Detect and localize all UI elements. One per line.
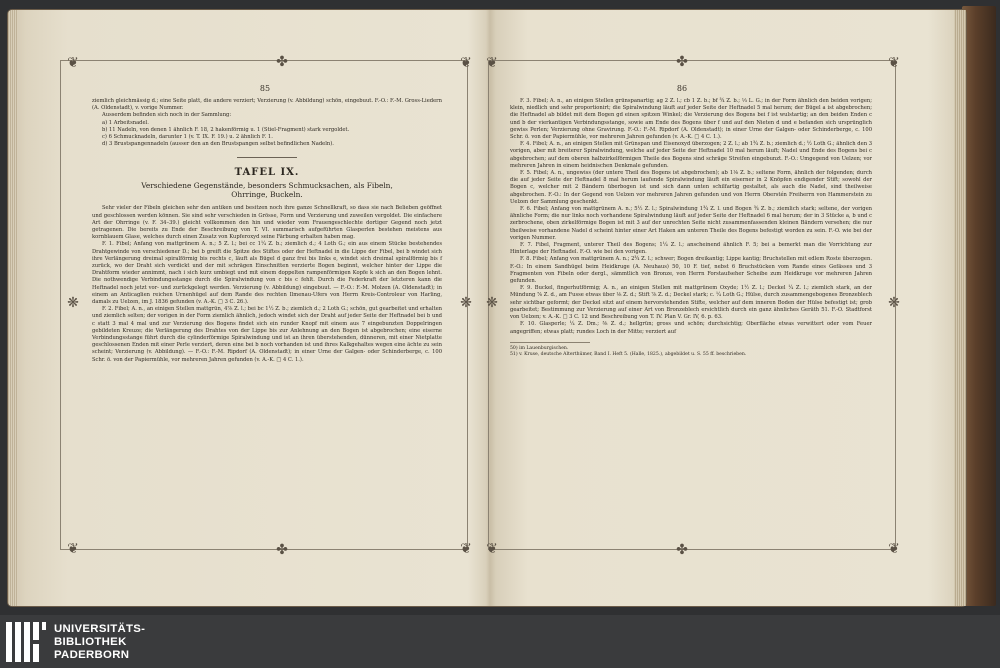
tafel-subtitle-line: Verschiedene Gegenstände, besonders Schmucksachen, als Fibeln,: [141, 181, 393, 191]
fleuron-icon: ❦: [486, 55, 498, 71]
tafel-subtitle-line: Ohrringe, Buckeln.: [231, 190, 303, 200]
left-page-text: [92, 98, 442, 364]
body-paragraph: F. 7. Fibel, Fragment, unterer Theil des Bogens; 1¼ Z. l.; anscheinend ähnlich F. 5; bei a bemerkt man die Vorrichtung zur Hinterlage der Heftnadel. F.-O. wie bei den vorigen.: [510, 242, 872, 256]
body-paragraph: F. 9. Buckel, fingerhutförmig; A. n., an einigen Stellen mit mattgrünem Oxyde; 1½ Z. l.; Deckel ¼ Z. l.; ziemlich stark, an der Mündung ⅞ Z. d., am Fusse etwas über ⅛ Z. d.; Stift ⅞ Z. d.; Deckel stark; c. ¼ Loth G.; Hülse, durch zusammengebogenes Bronzeblech sehr sichtbar geformt; der Deckel sitzt auf einem hervorstehenden Stifte, welcher auf dem inneren Boden der Hülse befestigt ist; grob gearbeitet; Bestimmung zur Verzierung auf einer Art von Bronzeblech ersichtlich durch ein ganz ähnliches Geräth 51. F.-O. Stadtforst von Uelzen; v. A.-K. □ 3 C. 12 und Beschreibung von T. IV. Plan V. Gr. IV, 6. p. 63.: [510, 285, 872, 321]
fleuron-icon: ❦: [888, 541, 900, 557]
library-banner: [0, 615, 1000, 668]
tafel-heading: TAFEL IX.: [234, 167, 300, 179]
fleuron-icon: ❦: [486, 541, 498, 557]
footnote: 50) im Lauenburgischen.: [510, 345, 569, 351]
tafel-subtitle: [92, 181, 442, 199]
fleuron-icon: ❦: [460, 541, 472, 557]
body-paragraph: F. 2. Fibel; A. n., an einigen Stellen mattgrün, 4⅞ Z. l.; bei bc 1½ Z. b.; ziemlich d.; 2 Loth G.; schön, gut gearbeitet und erhalten und ziemlich selten; der vorigen in der Form ziemlich ähnlich, jedoch windet sich der Draht auf jeder Seite der Heftnadel bei b und c statt 3 mal 4 mal und zur Verzierung des Bogens findet sich ein runder Knopf mit einem aus 7 eingebunzten Doppelringen gebildeten Kreuze; die Verlängerung des Drahtes von der Lippe bis zur Anlehnung an den Bogen ist abgebrochen; eine eiserne Verbindungsstange führt durch die cylinderförmige Spiralwindung und ist an ihren überstehenden, dünneren, mit einer Nietplatte geschlossenen Enden mit einer Perle verziert, deren eine bei b noch vorhanden ist und ihres Kalkgehaltes wegen eine ächte zu sein scheint; Verzierung (v. Abbildung). — F.-O.: F.-M. Ripdorf (A. Oldenstadt); in einer Urne der Galgen- oder Schinderberge, c. 100 Schr. ö. von der Papiermühle, vor mehreren Jahren gefunden (v. A.-K. □ 4 C. 1.).: [92, 306, 442, 363]
body-paragraph: F. 5. Fibel; A. n., ungewiss (der untere Theil des Bogens ist abgebrochen); ab 1⅛ Z. b.; seltene Form, ähnlich der folgenden; durch die auf jeder Seite der Heftnadel 8 mal herum laufende Spiralwindung läuft ein eiserner in 2 Knöpfen endigender Stift; sowohl der Bogen c, welcher mit 2 Bändern überbogen ist und sich dann unten schilfartig gestaltet, als auch die Nadel, sind theilweise abgebrochen. F.-O.: In der Gegend von Uelzen vor mehreren Jahren gefunden und von Herrn Oberstén Freiherrn von Hammerstein zu Uelzen der Sammlung geschenkt.: [510, 170, 872, 205]
body-paragraph: F. 4. Fibel; A. n., an einigen Stellen mit Grünspan und Eisenoxyd überzogen; 2 Z. l.; ab 1¾ Z. b.; ziemlich d.; ½ Loth G.; ähnlich den 3 vorigen, aber mit breiterer Spiralwindung, welche auf jeder Seite der Heftnadel 10 mal herum läuft; Nadel und Ende des Bogens bei c abgebrochen; auf dem oberen halbzirkelförmigen Theile des Bogens sind schräge Streifen eingebunzt. F.-O.: Umgegend von Uelzen; vor mehreren Jahren in einem heidnischen Denkmale gefunden.: [510, 141, 872, 169]
fleuron-icon: ❋: [460, 295, 472, 311]
body-paragraph: F. 8. Fibel; Anfang von mattgrünem A. n.; 2¾ Z. l.; schwer; Bogen dreikantig; Lippe kantig; Bruchstellen mit edlem Roste überzogen. F.-O.: In einem Sandhügel beim Heidkruge (A. Neuhaus) 50, 10 F. tief, nebst 6 Bruchstücken vom Rande eines Gefässes und 3 Fragmenten von Fibeln oder dergl., sämmtlich von Bronze, von Herrn Forstaufseher Scheibe zum Heidkruge vor mehreren Jahren gefunden.: [510, 256, 872, 285]
left-page-edges: [8, 10, 18, 606]
fleuron-icon: ❋: [67, 295, 79, 311]
library-logo-icon: [6, 622, 46, 662]
collection-list-item: a) 1 Arbeitsnadel.: [102, 119, 149, 126]
fleuron-icon: ❦: [888, 55, 900, 71]
fleuron-icon: ❋: [888, 295, 900, 311]
body-paragraph: F. 10. Glasperle; ¼ Z. Dm.; ⅜ Z. d.; hellgrün; gross und schön; durchsichtig; Oberfläche etwas verwittert oder vom Feuer angegriffen; etwas platt; rundes Loch in der Mitte; verziert auf: [510, 321, 872, 335]
collection-list-item: b) 11 Nadeln, von denen 1 ähnlich F. 18, 2 hakenförmig u. 1 (Stiel-Fragment) stark vergoldet.: [102, 126, 350, 133]
body-paragraph: F. 6. Fibel; Anfang von mattgrünem A. n.; 5½ Z. l.; Spiralwindung 1¾ Z. l. und Bogen ¾ Z. b.; ziemlich stark; seltene, der vorigen ähnliche Form; die nur links noch vorhandene Spiralwindung läuft auf jeder Seite der Heftnadel 6 mal herum; der in 3 Stücke a, b und c zerbrochene, oben zirkelförmige Bogen ist mit 3 auf der unrechten Seite nicht zusammenfassenden kleinen Bändern versehen; die nur theilweise vorhandene Nadel d scheint hinter einer Art Haken am unteren Theile des Bogens befestigt worden zu sein. F.-O. wie bei der vorigen Nummer.: [510, 206, 872, 241]
fleuron-icon: ❦: [460, 55, 472, 71]
fleuron-icon: ✤: [676, 54, 688, 70]
right-page-text: [510, 98, 872, 359]
institution-name-line: BIBLIOTHEK: [54, 636, 127, 648]
fleuron-icon: ❦: [67, 541, 79, 557]
book-cover-edge: [962, 6, 996, 606]
fleuron-icon: ❋: [486, 295, 498, 311]
page-number-left: 85: [259, 84, 271, 93]
footnote-rule: [510, 342, 590, 343]
body-paragraph: F. 1. Fibel; Anfang von mattgrünem A. n.; 5 Z. l.; bei cc 1¼ Z. b.; ziemlich d.; 4 Loth G.; ein aus einem Stücke bestehendes Drahtgewinde von verschiedener D.; bei b greift die Spitze des Stiftes oder der Heftnadel in die Lippe der Fibel, bei b windet sich ihre Verlängerung dreimal spiralförmig bis rechts c, läuft als Bügel d ganz frei bis links e, windet sich dreimal spiralförmig bis f zurück, wo der Draht sich verdickt und der mit schrägen Einschnitten verzierte Bogen beginnt, welcher hinter der Lippe die Drahtform wieder annimmt, nach i sich kurz umbiegt und mit einem doppelten rampenförmigen Kopfe k sich an den Bogen lehnt. Die nothwendige Verbindungsstange durch die Spiralwindung von c bis c fehlt. Durch die Federkraft der letzteren kann die Heftnadel noch jetzt vor- und zurückgelegt werden. Verzierung (v. Abbildung) eingebuut. — F.-O.: F.-M. Molzen (A. Oldenstadt); in einem an Anticaglien reichen Urnenhügel auf dem Rande des rechten Ilmenau-Ufers von Herrn Kreis-Controleur von Harling, damals zu Uelzen, im J. 1836 gefunden (v. A.-K. □ 3 C. 26.).: [92, 241, 442, 306]
body-paragraph: Sehr vieler der Fibeln gleichen sehr den antiken und besitzen noch ihre ganze Schnellkraft, so dass sie nach Belieben geöffnet und geschlossen werden können. Sie sind sehr verschieden in Grösse, Form und Verzierung und zuweilen vergoldet. Die einfachere Art der Ohrringe (v. F. 34–39.) gleicht vollkommen den hin und wieder vom Frauengeschlechte dortiger Gegend noch jetzt getragenen. Die bereits zu Ende der Beschreibung von T. VI. summarisch aufgeführten Glasperlen bestehen meistens aus kornblauem Glase, welches durch einen Zusatz von Kupferoxyd seine Färbung erhalten haben mag.: [92, 205, 442, 241]
fleuron-icon: ✤: [276, 542, 288, 558]
page-number-right: 86: [676, 84, 688, 93]
left-intro-paragraph: ziemlich gleichmässig d.; eine Seite platt, die andere verziert; Verzierung (v. Abbildung) schön, eingebuut. F.-O.: F.-M. Gross-Liedern (A. Oldenstadt), v. vorige Nummer.: [92, 98, 442, 112]
right-page-edges: [954, 10, 966, 606]
collection-list-item: c) 6 Schmucknadeln, darunter 1 (v. T. IX. F. 19.) u. 2 ähnlich F. 1.: [102, 134, 273, 141]
institution-name-line: PADERBORN: [54, 649, 130, 661]
body-paragraph: F. 3. Fibel; A. n., an einigen Stellen grünspanartig; ag 2 Z. l.; cb 1 Z. b.; bf ¾ Z. b.; ⅓ L. G.; in der Form ähnlich den beiden vorigen; klein, niedlich und sehr proportionirt; die Spiralwindung läuft auf jeder Seite der Heftnadel 5 mal herum; der Bügel a ist abgebrochen; die Heftnadel ab bildet mit dem Bogen gd einen spitzen Winkel; die Verzierung des Bogens bei f ist wulstartig; an den beiden Enden c und b der vierkantigen Verbindungsstange, sowie am Ende des Bogens über f und auf den Nieten d und e befanden sich ursprünglich gewiss Perlen; Verzierung ohne Gravirung. F.-O.: F.-M. Ripdorf (A. Oldenstadt); in einer Urne der Galgen- oder Schinderberge, c. 100 Schr. ö. von der Papiermühle, vor mehreren Jahren gefunden (v. A.-K. □ 4 C. 1.).: [510, 98, 872, 141]
fleuron-icon: ✤: [676, 542, 688, 558]
fleuron-icon: ❦: [67, 55, 79, 71]
collection-list-item: d) 3 Brustspangennadeln (ausser den an den Brustspangen selbst befindlichen Nadeln).: [102, 141, 334, 148]
left-intro-paragraph: Ausserdem befinden sich noch in der Sammlung:: [102, 112, 232, 119]
institution-name-line: UNIVERSITÄTS-: [54, 623, 146, 635]
section-divider: [237, 157, 297, 158]
fleuron-icon: ✤: [276, 54, 288, 70]
footnote: 51) v. Kruse, deutsche Alterthümer, Band I. Heft 5. (Halle, 1825.), abgebildet u. S. 55 ff. beschrieben.: [510, 352, 747, 358]
